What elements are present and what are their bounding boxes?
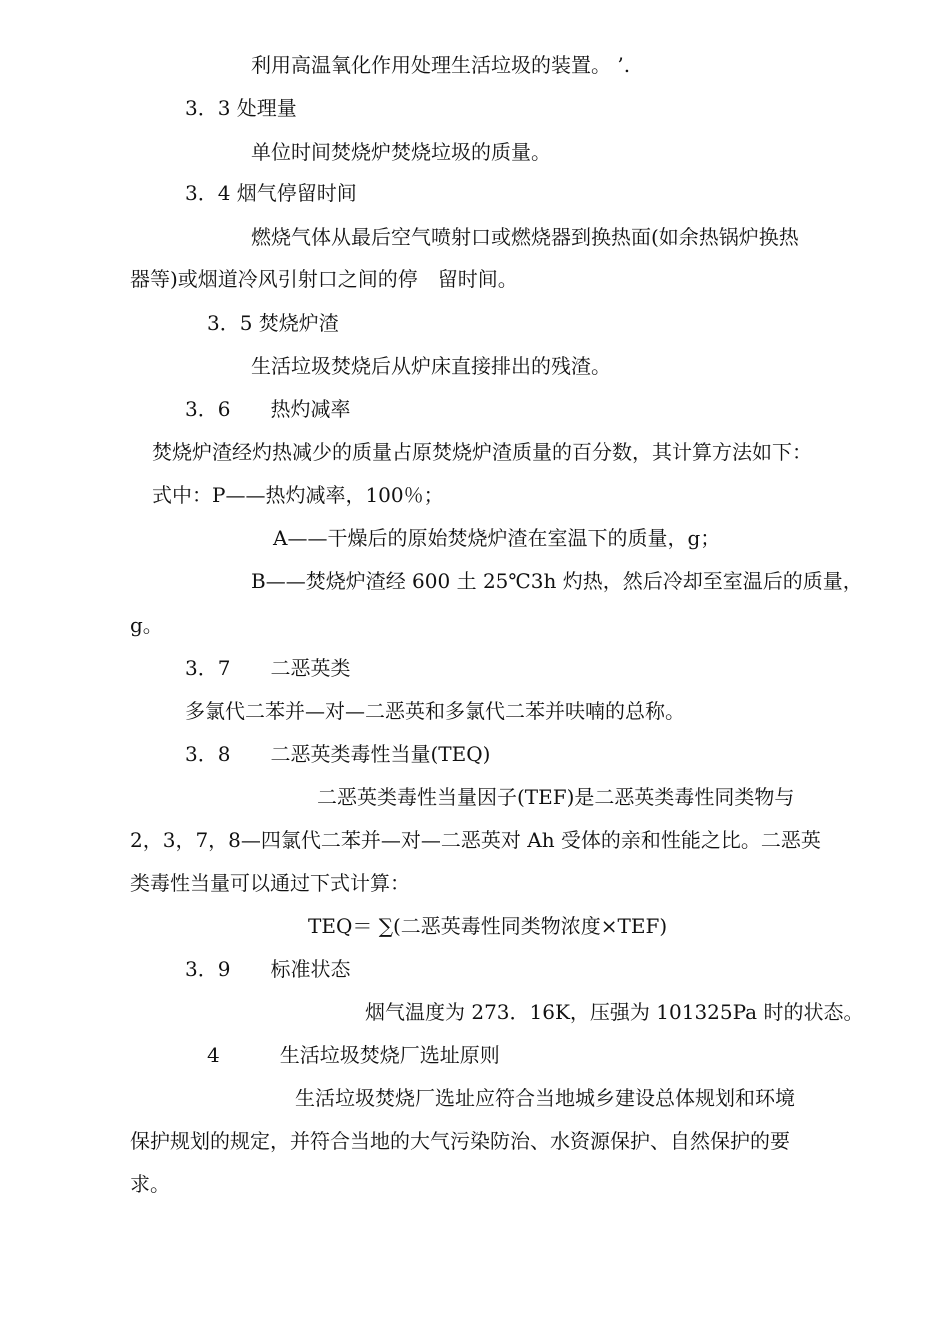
- section-heading-4: 4 生活垃圾焚烧厂选址原则: [207, 1043, 500, 1067]
- paragraph-line: 单位时间焚烧炉焚烧垃圾的质量。: [251, 140, 551, 164]
- paragraph-line: 求。: [130, 1172, 170, 1196]
- section-heading-3-6: 3．6 热灼减率: [185, 397, 351, 421]
- formula-legend-line: 式中：P——热灼减率，100％；: [152, 483, 444, 507]
- paragraph-line: 生活垃圾焚烧厂选址应符合当地城乡建设总体规划和环境: [295, 1086, 795, 1110]
- paragraph-line: 多氯代二苯并—对—二恶英和多氯代二苯并呋喃的总称。: [185, 699, 685, 723]
- section-heading-3-4: 3．4 烟气停留时间: [185, 181, 357, 205]
- paragraph-line: 保护规划的规定，并符合当地的大气污染防治、水资源保护、自然保护的要: [130, 1129, 790, 1153]
- formula-legend-line: B——焚烧炉渣经 600 土 25℃3h 灼热，然后冷却至室温后的质量，: [251, 569, 863, 593]
- formula-legend-line: g。: [130, 613, 163, 637]
- section-heading-3-3: 3．3 处理量: [185, 96, 297, 120]
- section-heading-3-9: 3．9 标准状态: [185, 957, 351, 981]
- paragraph-line: 器等)或烟道冷风引射口之间的停 留时间。: [130, 267, 518, 291]
- paragraph-line: 类毒性当量可以通过下式计算：: [130, 871, 410, 895]
- paragraph-line: 2，3，7，8—四氯代二苯并—对—二恶英对 Ah 受体的亲和性能之比。二恶英: [130, 828, 821, 852]
- paragraph-line: 燃烧气体从最后空气喷射口或燃烧器到换热面(如余热锅炉换热: [251, 225, 799, 249]
- formula-legend-line: A——干燥后的原始焚烧炉渣在室温下的质量，g；: [273, 526, 721, 550]
- formula-line: TEQ＝ ∑(二恶英毒性同类物浓度×TEF): [308, 914, 668, 938]
- paragraph-line: 生活垃圾焚烧后从炉床直接排出的残渣。: [251, 354, 611, 378]
- paragraph-line: 利用高温氧化作用处理生活垃圾的装置。 ’.: [251, 53, 631, 77]
- paragraph-line: 二恶英类毒性当量因子(TEF)是二恶英类毒性同类物与: [317, 785, 795, 809]
- section-heading-3-8: 3．8 二恶英类毒性当量(TEQ): [185, 742, 491, 766]
- paragraph-line: 烟气温度为 273．16K，压强为 101325Pa 时的状态。: [365, 1000, 864, 1024]
- section-heading-3-7: 3．7 二恶英类: [185, 656, 351, 680]
- paragraph-line: 焚烧炉渣经灼热减少的质量占原焚烧炉渣质量的百分数，其计算方法如下：: [152, 440, 812, 464]
- section-heading-3-5: 3．5 焚烧炉渣: [207, 311, 339, 335]
